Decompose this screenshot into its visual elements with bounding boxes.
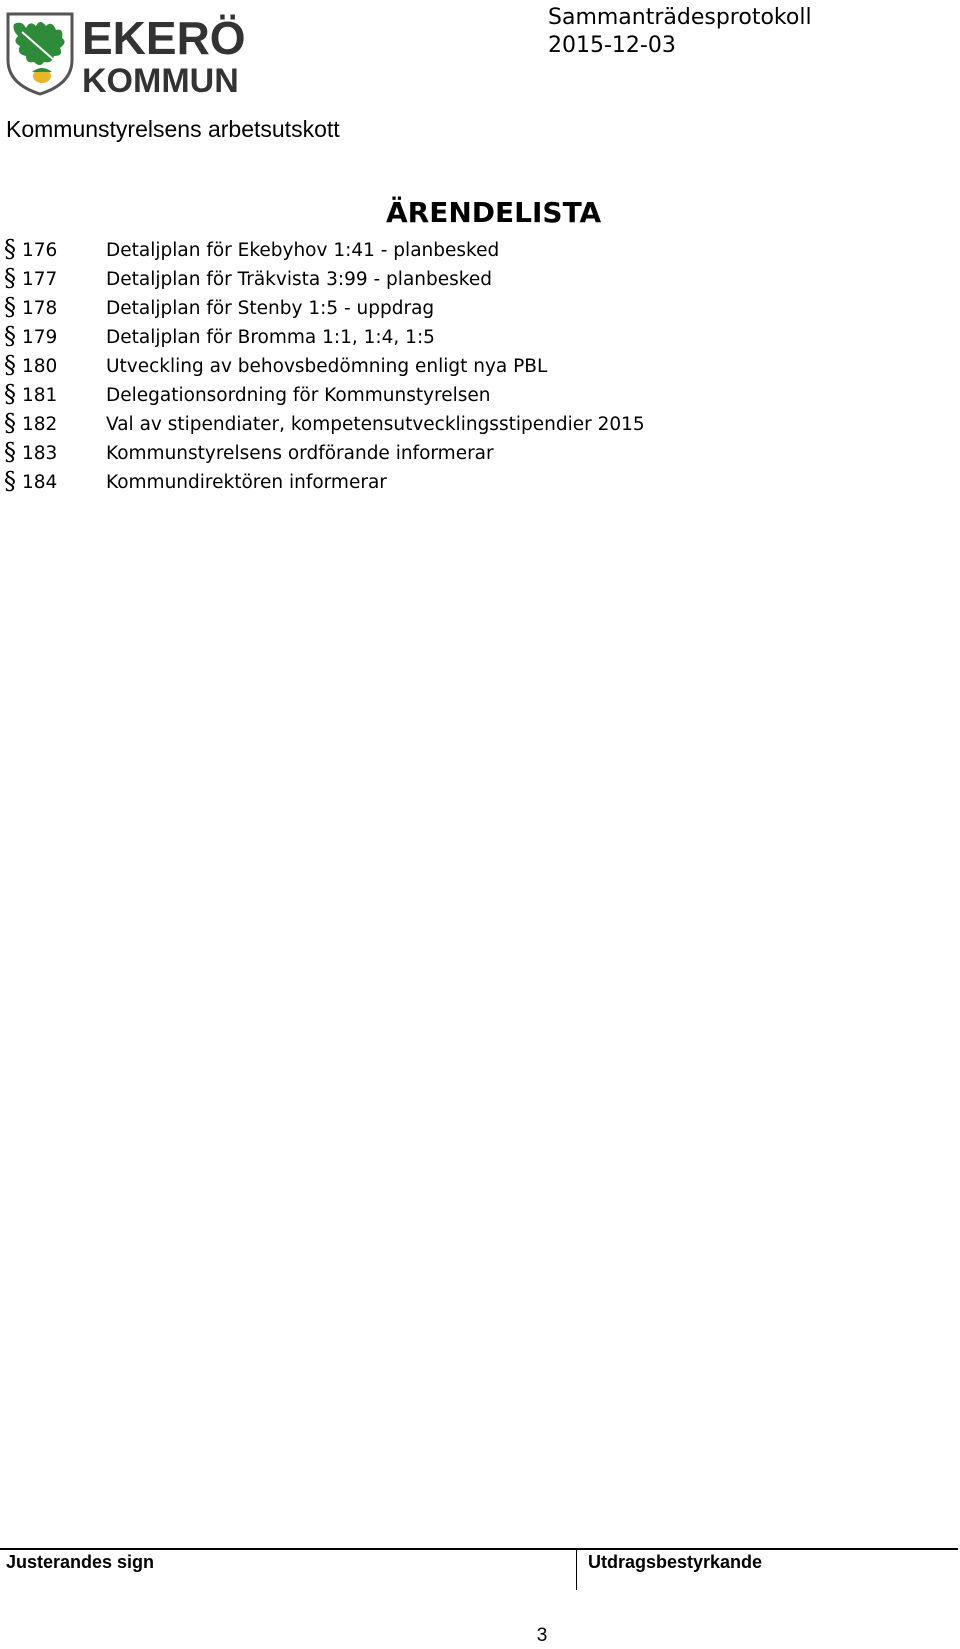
section-symbol: § <box>4 438 16 466</box>
agenda-item-text: Detaljplan för Träkvista 3:99 - planbesked <box>106 269 492 290</box>
agenda-item-number: 183 <box>22 443 58 464</box>
agenda-item-text: Detaljplan för Bromma 1:1, 1:4, 1:5 <box>106 327 435 348</box>
agenda-item-text: Delegationsordning för Kommunstyrelsen <box>106 385 491 406</box>
agenda-item-number: 184 <box>22 472 58 493</box>
agenda-item-number: 176 <box>22 240 58 261</box>
section-symbol: § <box>4 467 16 495</box>
agenda-item-text: Val av stipendiater, kompetensutvecklingsstipendier 2015 <box>106 414 645 435</box>
agenda-item-text: Utveckling av behovsbedömning enligt nya PBL <box>106 356 548 377</box>
agenda-item-text: Detaljplan för Stenby 1:5 - uppdrag <box>106 298 435 319</box>
logo-text-kommun: KOMMUN <box>82 62 239 98</box>
header-meta <box>548 4 812 60</box>
section-symbol: § <box>4 264 16 292</box>
agenda-item-number: 181 <box>22 385 58 406</box>
agenda-item-number: 179 <box>22 327 58 348</box>
agenda-title: ÄRENDELISTA <box>386 196 602 229</box>
agenda-item-number: 177 <box>22 269 58 290</box>
logo-text-ekero: EKERÖ <box>82 12 246 64</box>
footer-certification-label: Utdragsbestyrkande <box>588 1552 763 1572</box>
footer-rule <box>0 1548 958 1550</box>
footer-signature-label: Justerandes sign <box>6 1552 155 1572</box>
agenda-item-number: 178 <box>22 298 58 319</box>
footer-divider <box>576 1548 577 1590</box>
agenda-item-text: Kommunstyrelsens ordförande informerar <box>106 443 494 464</box>
meeting-date: 2015-12-03 <box>548 33 676 58</box>
agenda-item-number: 180 <box>22 356 58 377</box>
section-symbol: § <box>4 322 16 350</box>
agenda-item-text: Detaljplan för Ekebyhov 1:41 - planbesked <box>106 240 500 261</box>
section-symbol: § <box>4 235 16 263</box>
page-number: 3 <box>536 1625 548 1646</box>
section-symbol: § <box>4 409 16 437</box>
organization-name: Kommunstyrelsens arbetsutskott <box>6 116 340 142</box>
agenda-item-text: Kommundirektören informerar <box>106 472 387 493</box>
document-type: Sammanträdesprotokoll <box>548 5 812 30</box>
agenda-item-number: 182 <box>22 414 58 435</box>
section-symbol: § <box>4 380 16 408</box>
ekero-kommun-logo <box>4 2 264 98</box>
section-symbol: § <box>4 293 16 321</box>
section-symbol: § <box>4 351 16 379</box>
